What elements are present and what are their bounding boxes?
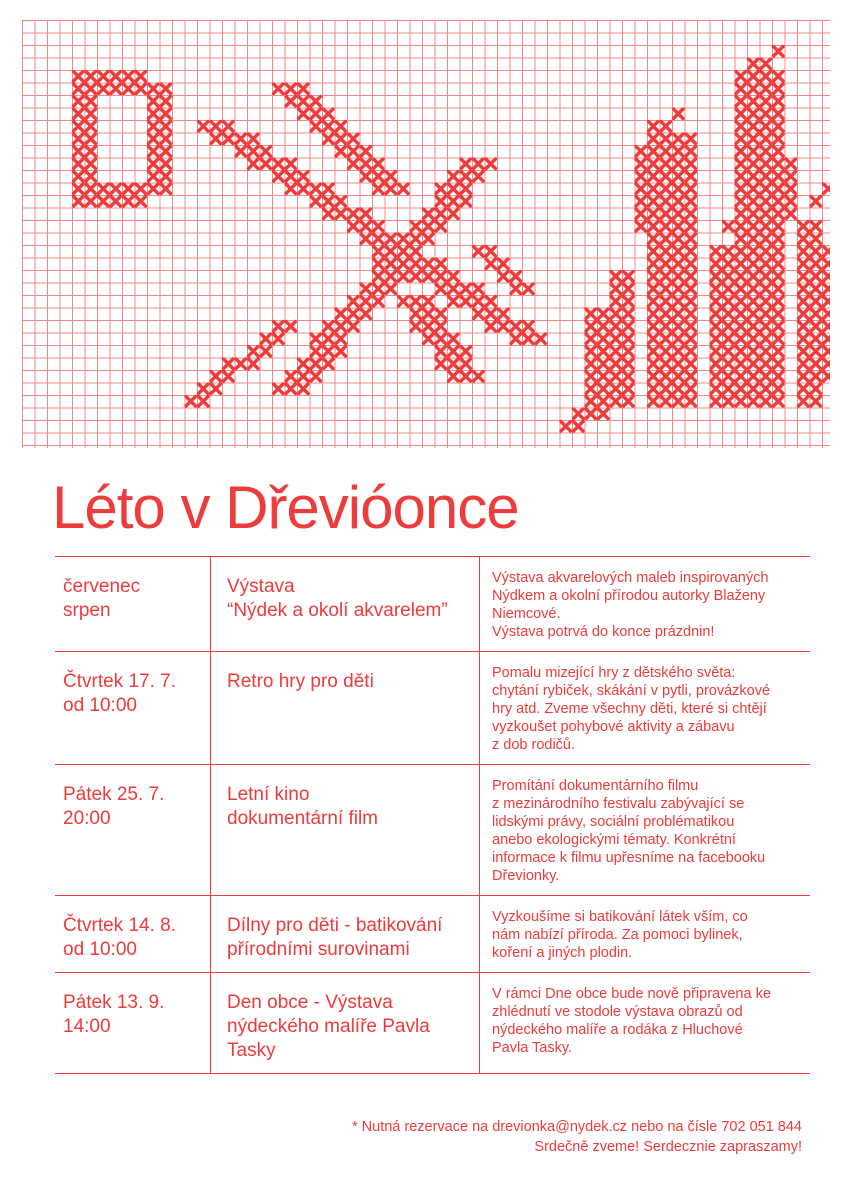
event-name — [210, 652, 480, 764]
event-date-line: Pátek 25. 7. — [63, 784, 165, 805]
cross-stitch-illustration-icon — [22, 20, 830, 448]
event-name-line: “Nýdek a okolí akvarelem” — [227, 600, 448, 621]
event-date-line: červenec — [63, 576, 141, 597]
event-description-line: Výstava akvarelových maleb inspirovaných — [492, 570, 769, 586]
event-description-line: z mezinárodního festivalu zabývající se — [492, 796, 745, 812]
event-date-line: Pátek 13. 9. — [63, 992, 165, 1013]
event-description-line: lidskými právy, sociální problématikou — [492, 814, 735, 830]
event-name-line: Tasky — [227, 1040, 276, 1061]
event-description-line: Niemcové. — [492, 606, 561, 622]
event-name — [210, 557, 480, 651]
event-schedule — [55, 556, 810, 1074]
event-date-line: srpen — [63, 600, 111, 621]
event-description-line: V rámci Dne obce bude nově připravena ke — [492, 986, 771, 1002]
event-description-line: anebo ekologickými tématy. Konkrétní — [492, 832, 736, 848]
event-description-line: Pavla Tasky. — [492, 1040, 573, 1056]
event-date-line: 14:00 — [63, 1016, 111, 1037]
event-name — [210, 973, 480, 1073]
event-description-line: hry atd. Zveme všechny děti, které si chtějí — [492, 701, 767, 717]
event-name-line: Retro hry pro děti — [227, 671, 374, 692]
event-description-line: koření a jiných plodin. — [492, 945, 633, 961]
schedule-row — [55, 895, 810, 972]
schedule-row — [55, 972, 810, 1074]
event-date-line: od 10:00 — [63, 939, 137, 960]
event-name-line: Výstava — [227, 576, 295, 597]
event-description-line: nám nabízí příroda. Za pomoci bylinek, — [492, 927, 743, 943]
event-name-line: Letní kino — [227, 784, 310, 805]
schedule-row — [55, 556, 810, 651]
event-name-line: dokumentární film — [227, 808, 379, 829]
event-description-line: Nýdkem a okolní přírodou autorky Blaženy — [492, 588, 766, 604]
event-name-line: nýdeckého malíře Pavla — [227, 1016, 430, 1037]
schedule-row — [55, 651, 810, 764]
event-description-line: Vyzkoušíme si batikování látek vším, co — [492, 909, 748, 925]
event-description-line: z dob rodičů. — [492, 737, 576, 753]
event-date-line: Čtvrtek 17. 7. — [63, 671, 176, 692]
reservation-note: * Nutná rezervace na drevionka@nydek.cz nebo na čísle 702 051 844 — [351, 1119, 802, 1135]
page-title: Léto v Dřevióonce — [52, 474, 519, 541]
schedule-row — [55, 764, 810, 895]
event-description-line: Pomalu mizející hry z dětského světa: — [492, 665, 736, 681]
event-description-line: Výstava potrvá do konce prázdnin! — [492, 624, 715, 640]
event-date-line: od 10:00 — [63, 695, 137, 716]
event-name — [210, 896, 480, 972]
event-name-line: Den obce - Výstava — [227, 992, 393, 1013]
event-date — [55, 557, 210, 651]
event-description-line: vyzkoušet pohybové aktivity a zábavu — [492, 719, 735, 735]
event-date — [55, 896, 210, 972]
event-name-line: přírodními surovinami — [227, 939, 410, 960]
event-description — [480, 765, 810, 895]
event-description — [480, 896, 810, 972]
event-description-line: chytání rybiček, skákání v pytli, provázkové — [492, 683, 771, 699]
event-description — [480, 973, 810, 1073]
event-date — [55, 652, 210, 764]
event-description-line: Dřevionky. — [492, 868, 560, 884]
event-description-line: zhlédnutí ve stodole výstava obrazů od — [492, 1004, 743, 1020]
event-description-line: informace k filmu upřesníme na facebooku — [492, 850, 766, 866]
event-description — [480, 557, 810, 651]
event-name — [210, 765, 480, 895]
event-date-line: 20:00 — [63, 808, 111, 829]
footer — [352, 1117, 802, 1157]
event-name-line: Dílny pro děti - batikování — [227, 915, 443, 936]
event-description — [480, 652, 810, 764]
event-date-line: Čtvrtek 14. 8. — [63, 915, 176, 936]
event-date — [55, 973, 210, 1073]
cross-stitch-grid — [22, 20, 830, 448]
event-date — [55, 765, 210, 895]
invitation-note: Srdečně zveme! Serdecznie zapraszamy! — [534, 1139, 802, 1155]
event-description-line: nýdeckého malíře a rodáka z Hluchové — [492, 1022, 743, 1038]
event-description-line: Promítání dokumentárního filmu — [492, 778, 699, 794]
